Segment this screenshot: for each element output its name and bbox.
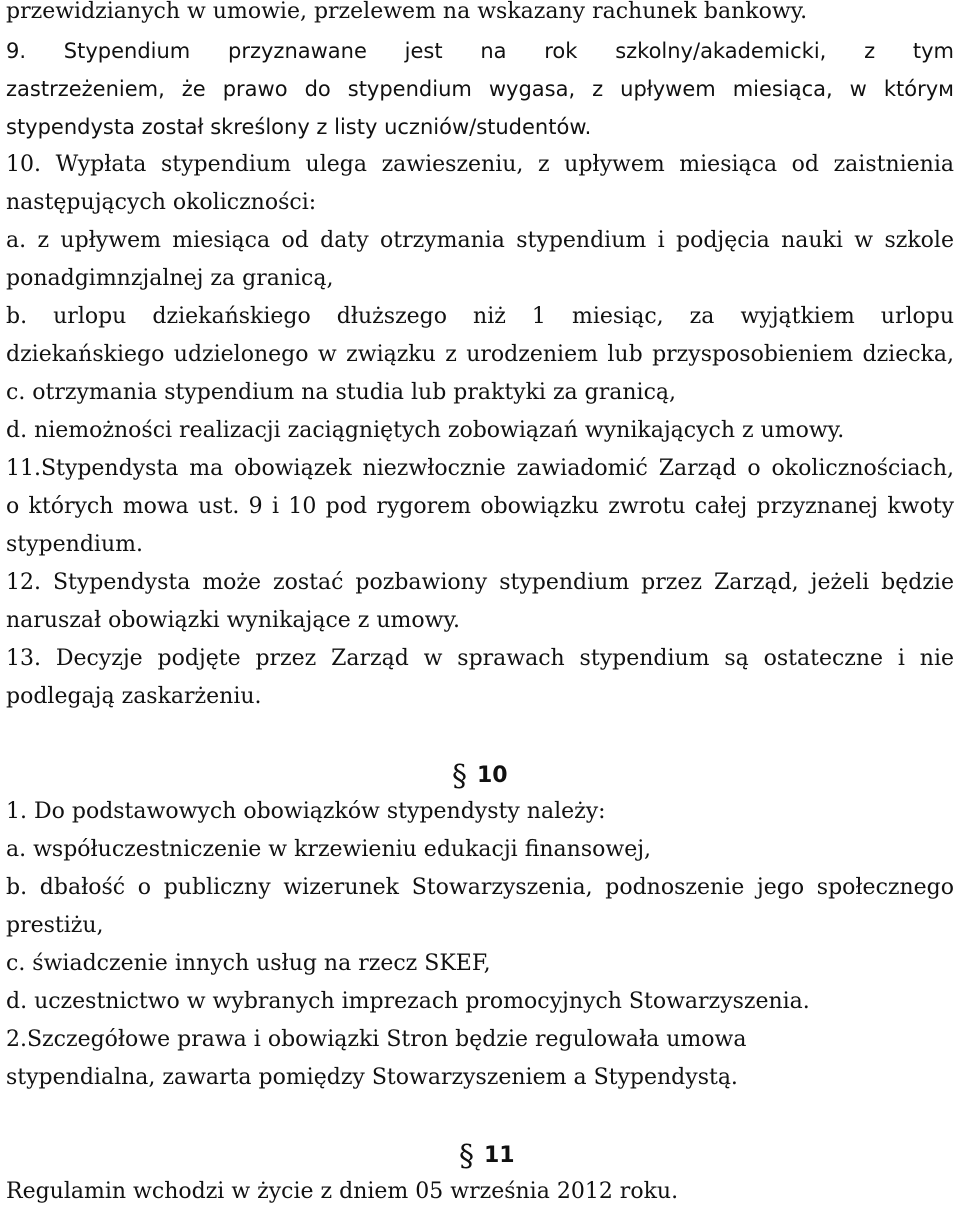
list-item-a-line: ponadgimnzjalnej za granicą,: [6, 266, 334, 291]
section-10-line: b. dbałość o publiczny wizerunek Stowarzyszenia, podnoszenie jego społecznego: [6, 875, 954, 900]
list-item-a-line: a. z upływem miesiąca od daty otrzymania stypendium i podjęcia nauki w szkole: [6, 228, 954, 253]
section-11-line: Regulamin wchodzi w życie z dniem 05 września 2012 roku.: [6, 1179, 679, 1204]
list-item-c-line: c. otrzymania stypendium na studia lub praktyki za granicą,: [6, 380, 677, 405]
list-item-b-line: dziekańskiego udzielonego w związku z urodzeniem lub przysposobieniem dziecka,: [6, 342, 954, 367]
section-10-line: c. świadczenie innych usług na rzecz SKEF,: [6, 951, 491, 976]
paragraph-12-line: 12. Stypendysta może zostać pozbawiony stypendium przez Zarząd, jeżeli będzie: [6, 570, 954, 595]
paragraph-13-line: 13. Decyzje podjęte przez Zarząd w sprawach stypendium są ostateczne i nie: [6, 646, 954, 671]
paragraph-10-line: następujących okoliczności:: [6, 190, 317, 215]
section-10-line: 1. Do podstawowych obowiązków stypendysty należy:: [6, 799, 606, 824]
list-item-d-line: d. niemożności realizacji zaciągniętych zobowiązań wynikających z umowy.: [6, 418, 845, 443]
section-10-line: a. współuczestniczenie w krzewieniu edukacji finansowej,: [6, 837, 652, 862]
section-sign: §: [452, 759, 467, 794]
paragraph-11-line: stypendium.: [6, 532, 143, 557]
section-10-heading: [452, 758, 508, 794]
section-10-line: prestiżu,: [6, 913, 104, 938]
section-number: 10: [477, 763, 508, 788]
section-10-line: 2.Szczegółowe prawa i obowiązki Stron będzie regulowała umowa: [6, 1027, 747, 1052]
section-10-line: d. uczestnictwo w wybranych imprezach promocyjnych Stowarzyszenia.: [6, 989, 810, 1014]
section-11-heading: [459, 1138, 515, 1174]
paragraph-12-line: naruszał obowiązki wynikające z umowy.: [6, 608, 460, 633]
section-sign: §: [459, 1139, 474, 1174]
paragraph-10-line: 10. Wypłata stypendium ulega zawieszeniu, z upływem miesiąca od zaistnienia: [6, 152, 954, 177]
paragraph-11-line: o których mowa ust. 9 i 10 pod rygorem obowiązku zwrotu całej przyznanej kwoty: [6, 494, 954, 519]
paragraph-13-line: podlegają zaskarżeniu.: [6, 684, 262, 709]
paragraph-9-line: zastrzeżeniem, że prawo do stypendium wygasa, z upływem miesiąca, w któryм: [6, 77, 954, 101]
paragraph-11-line: 11.Stypendysta ma obowiązek niezwłocznie zawiadomić Zarząd o okolicznościach,: [6, 456, 954, 481]
section-10-line: stypendialna, zawarta pomiędzy Stowarzyszeniem a Stypendystą.: [6, 1065, 738, 1090]
section-number: 11: [484, 1143, 515, 1168]
text-line: przewidzianych w umowie, przelewem na wskazany rachunek bankowy.: [6, 0, 808, 24]
paragraph-9-line: 9. Stypendium przyznawane jest na rok szkolny/akademicki, z tym: [6, 39, 954, 63]
paragraph-9-line: stypendysta został skreślony z listy uczniów/studentów.: [6, 115, 592, 139]
list-item-b-line: b. urlopu dziekańskiego dłuższego niż 1 miesiąc, za wyjątkiem urlopu: [6, 304, 954, 329]
